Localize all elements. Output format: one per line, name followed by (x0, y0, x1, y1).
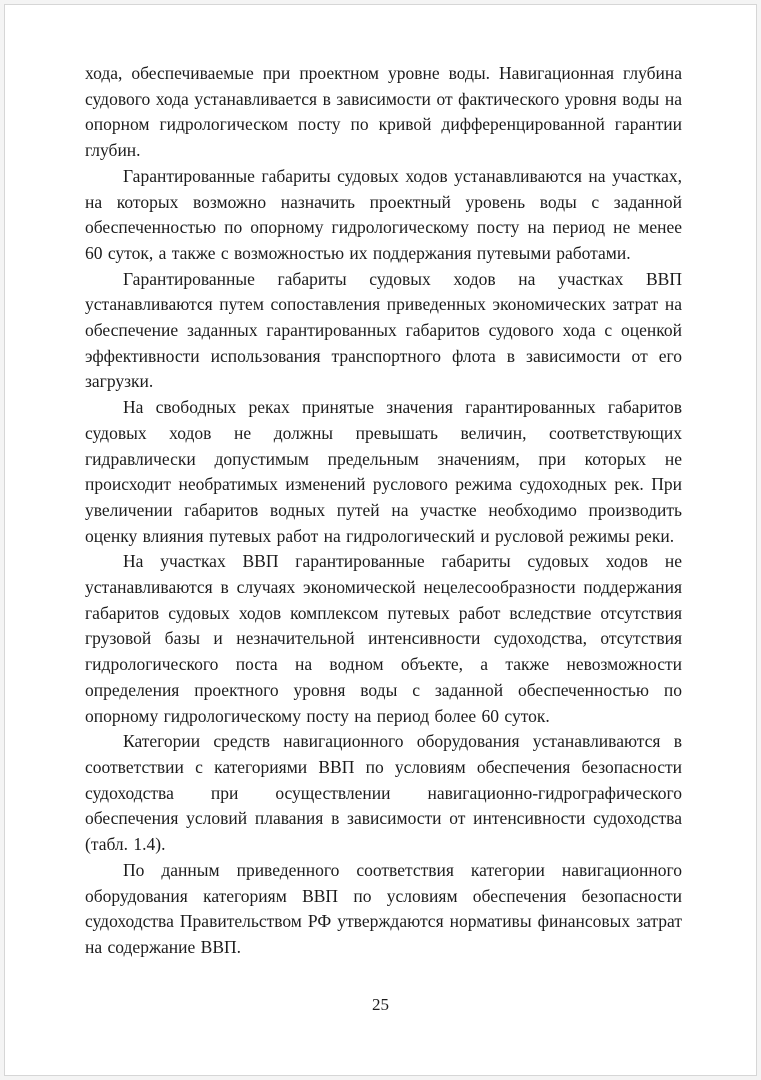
paragraph: Категории средств навигационного оборудования устанавливаются в соответствии с категориями ВВП по условиям обеспечения безопасности судоходства при осуществлении навигационно-гидрографического обеспечения условий плавания в зависимости от интенсивности судоходства (табл. 1.4). (85, 731, 682, 855)
paragraph: хода, обеспечиваемые при проектном уровне воды. Навигационная глубина судового хода устанавливается в зависимости от фактического уровня воды на опорном гидрологическом посту по кривой дифференцированной гарантии глубин. (85, 63, 682, 161)
paragraph: Гарантированные габариты судовых ходов устанавливаются на участках, на которых возможно назначить проектный уровень воды с заданной обеспеченностью по опорному гидрологическому посту на период не менее 60 суток, а также с возможностью их поддержания путевыми работами. (85, 165, 682, 263)
paragraph: По данным приведенного соответствия категории навигационного оборудования категориям ВВП по условиям обеспечения безопасности судоходства Правительством РФ утверждаются нормативы финансовых затрат на содержание ВВП. (85, 859, 682, 957)
paragraph: Гарантированные габариты судовых ходов на участках ВВП устанавливаются путем сопоставления приведенных экономических затрат на обеспечение заданных гарантированных габаритов судового хода с оценкой эффективности использования транспортного флота в зависимости от его загрузки. (85, 268, 682, 392)
page-text-block (85, 61, 682, 961)
paragraph: На свободных реках принятые значения гарантированных габаритов судовых ходов не должны превышать величин, соответствующих гидравлически допустимым предельным значениям, при которых не происходит необратимых изменений руслового режима судоходных рек. При увеличении габаритов водных путей на участке необходимо производить оценку влияния путевых работ на гидрологический и русловой режимы реки. (85, 397, 682, 546)
document-page (4, 4, 757, 1076)
page-number: 25 (372, 995, 389, 1014)
paragraph: На участках ВВП гарантированные габариты судовых ходов не устанавливаются в случаях экономической нецелесообразности поддержания габаритов судовых ходов комплексом путевых работ вследствие отсутствия грузовой базы и незначительной интенсивности судоходства, отсутствия гидрологического поста на водном объекте, а также невозможности определения проектного уровня воды с заданной обеспеченностью по опорному гидрологическому посту на период более 60 суток. (85, 551, 682, 726)
